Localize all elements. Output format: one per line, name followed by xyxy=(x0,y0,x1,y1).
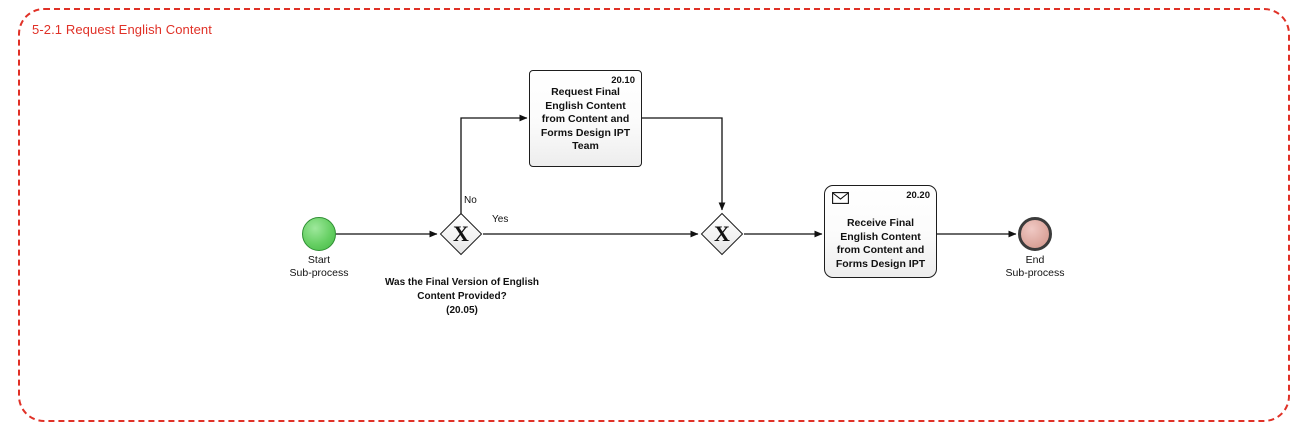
start-event-label xyxy=(262,254,376,280)
start-event-label-line2: Sub-process xyxy=(289,267,349,279)
start-event[interactable] xyxy=(302,217,336,251)
gateway-label-line3: (20.05) xyxy=(446,305,478,316)
task-20-10-line4: Forms Design IPT xyxy=(540,126,631,139)
gateway-label-line1: Was the Final Version of English xyxy=(384,277,540,288)
task-20-20-line3: from Content and xyxy=(836,244,925,256)
task-20-10-line2: English Content xyxy=(545,99,626,112)
pool-boundary xyxy=(18,8,1290,422)
end-event[interactable] xyxy=(1018,217,1052,251)
envelope-icon xyxy=(832,192,849,204)
end-event-label-line2: Sub-process xyxy=(1005,267,1065,279)
task-20-20-number: 20.20 xyxy=(906,190,930,201)
task-20-20-line1: Receive Final xyxy=(846,217,915,229)
gateway-merge[interactable] xyxy=(700,212,744,256)
task-20-10-text xyxy=(536,86,635,154)
gateway-x-symbol: X xyxy=(714,221,730,246)
end-event-label-line1: End xyxy=(1025,254,1045,266)
gateway-decision-2005[interactable] xyxy=(439,212,483,256)
task-20-20-line2: English Content xyxy=(840,230,921,243)
gateway-label-line2: Content Provided? xyxy=(417,291,507,302)
gateway-decision-2005-label xyxy=(376,276,548,318)
end-event-label xyxy=(978,254,1092,280)
task-20-20-text xyxy=(831,217,930,271)
task-20-20[interactable] xyxy=(824,185,937,278)
task-20-10-line5: Team xyxy=(572,140,599,152)
task-20-20-line4: Forms Design IPT xyxy=(835,257,926,270)
flow-label-no: No xyxy=(464,195,477,206)
gateway-x-symbol: X xyxy=(453,221,469,246)
pool-title: 5-2.1 Request English Content xyxy=(32,22,212,37)
flow-label-yes: Yes xyxy=(492,214,509,225)
task-20-10-number: 20.10 xyxy=(611,75,635,86)
task-20-10-line1: Request Final xyxy=(551,86,620,98)
task-20-10-line3: from Content and xyxy=(541,113,630,125)
start-event-label-line1: Start xyxy=(307,254,331,266)
task-20-10[interactable] xyxy=(529,70,642,167)
